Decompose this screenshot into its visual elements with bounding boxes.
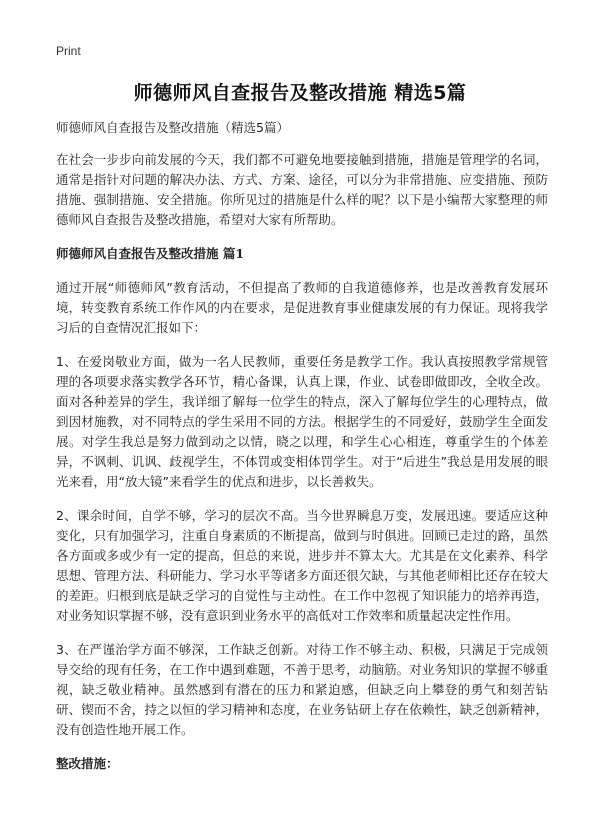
item-paragraph-1: 1、在爱岗敬业方面，做为一名人民教师，重要任务是教学工作。我认真按照教学常规管理的各项要求落实教学各环节，精心备课，认真上课，作业、试卷即做即改，全收全改。面对各种差异的学生，我详细了解每一位学生的特点，深入了解每位学生的心理特点，做到因材施教，对不同特点的学生采用不同的方法。根据学生的不同爱好，鼓励学生全面发展。对学生我总是努力做到动之以情，晓之以理，和学生心心相连，尊重学生的个体差异，不讽刺、讥讽、歧视学生，不体罚或变相体罚学生。对于“后进生”我总是用发展的眼光来看，用“放大镜”来看学生的优点和进步，以长善救失。 <box>56 354 548 489</box>
document-body <box>56 118 548 788</box>
section-heading: 师德师风自查报告及整改措施 篇1 <box>56 246 245 261</box>
intro-paragraph: 在社会一步步向前发展的今天，我们都不可避免地要接触到措施，措施是管理学的名词，通常是指针对问题的解决办法、方式、方案、途径，可以分为非常措施、应变措施、预防措施、强制措施、安全措施。你所见过的措施是什么样的呢？以下是小编帮大家整理的师德师风自查报告及整改措施，希望对大家有所帮助。 <box>56 152 548 227</box>
document-title: 师德师风自查报告及整改措施 精选5篇 <box>133 82 467 104</box>
section-intro-paragraph: 通过开展“师德师风”教育活动，不但提高了教师的自我道德修养，也是改善教育发展环境，转变教育系统工作作风的内在要求，是促进教育事业健康发展的有力保证。现将我学习后的自查情况汇报如下： <box>56 280 548 335</box>
print-label[interactable]: Print <box>56 44 81 58</box>
measures-heading: 整改措施： <box>56 756 119 771</box>
document-subtitle: 师德师风自查报告及整改措施（精选5篇） <box>56 120 289 135</box>
item-paragraph-3: 3、在严谨治学方面不够深，工作缺乏创新。对待工作不够主动、积极，只满足于完成领导交给的现有任务，在工作中遇到难题，不善于思考，动脑筋。对业务知识的掌握不够重视，缺乏敬业精神。虽然感到有潜在的压力和紧迫感，但缺乏向上攀登的勇气和刻苦钻研、锲而不舍，持之以恒的学习精神和态度，在业务钻研上存在依赖性，缺乏创新精神，没有创造性地开展工作。 <box>56 642 548 737</box>
item-paragraph-2: 2、课余时间，自学不够，学习的层次不高。当今世界瞬息万变，发展迅速。要适应这种变化，只有加强学习，注重自身素质的不断提高，做到与时俱进。回顾已走过的路，虽然各方面或多或少有一定的提高，但总的来说，进步并不算太大。尤其是在文化素养、科学思想、管理方法、科研能力、学习水平等诸多方面还很欠缺，与其他老师相比还存在较大的差距。归根到底是缺乏学习的自觉性与主动性。在工作中忽视了知识能力的培养再造，对业务知识掌握不够，没有意识到业务水平的高低对工作效率和质量起决定性作用。 <box>56 508 548 623</box>
